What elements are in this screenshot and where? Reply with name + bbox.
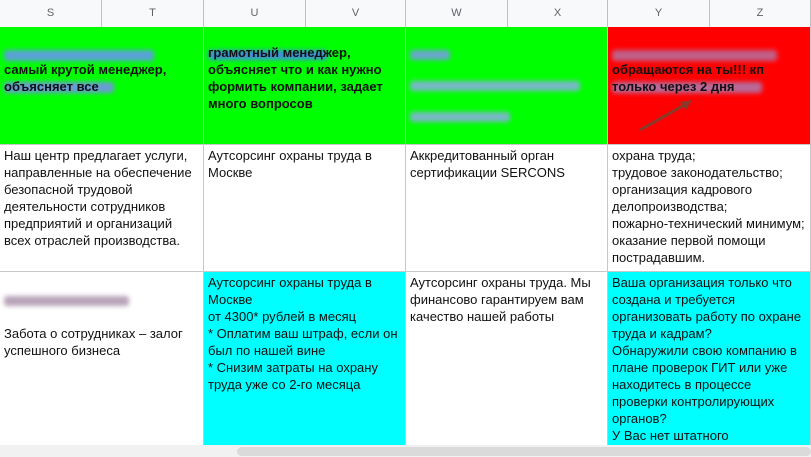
scrollbar-thumb[interactable] <box>237 447 811 456</box>
column-header-w[interactable]: W <box>406 0 508 27</box>
column-header-v[interactable]: V <box>306 0 406 27</box>
column-header-z[interactable]: Z <box>710 0 811 27</box>
cell-row1-s[interactable] <box>0 27 204 145</box>
cell-row3-u[interactable]: Аутсорсинг охраны труда в Москве от 4300* рублей в месяц * Оплатим ваш штраф, если он был по нашей вине * Снизим затраты на охрану труда уже со 2-го месяца <box>204 272 406 457</box>
cell-text: самый крутой менеджер, объясняет все <box>4 62 167 94</box>
column-header-s[interactable]: S <box>0 0 102 27</box>
cell-row1-w[interactable] <box>406 27 608 145</box>
column-header-u[interactable]: U <box>204 0 306 27</box>
arrow-icon <box>636 96 696 136</box>
column-header-x[interactable]: X <box>508 0 608 27</box>
redacted-text <box>410 50 450 60</box>
cell-row3-w[interactable]: Аутсорсинг охраны труда. Мы финансово гарантируем вам качество нашей работы <box>406 272 608 457</box>
redacted-text <box>4 296 129 306</box>
cell-row2-s[interactable]: Наш центр предлагает услуги, направленные на обеспечение безопасной трудовой деятельности сотрудников предприятий и организаций всех отраслей производства. <box>0 145 204 272</box>
redacted-text <box>612 50 777 61</box>
cell-row1-u[interactable] <box>204 27 406 145</box>
cell-text: Забота о сотрудниках – залог успешного бизнеса <box>4 326 183 358</box>
cell-row3-s[interactable] <box>0 272 204 457</box>
redacted-text <box>410 112 510 122</box>
cell-text: грамотный менеджер, объясняет что и как нужно формить компании, задает много вопросов <box>208 45 383 111</box>
redacted-text <box>410 81 580 91</box>
cell-row3-y[interactable]: Ваша организация только что создана и требуется организовать работу по охране труда и кадрам? Обнаружили свою компанию в плане проверок ГИТ или уже находитесь в процессе проверки контролирующих органов? У Вас нет штатного <box>608 272 811 457</box>
redacted-text <box>4 50 154 61</box>
cell-row2-y[interactable]: охрана труда; трудовое законодательство; организация кадрового делопроизводства; пожарно-технический минимум; оказание первой помощи пострадавшим. <box>608 145 811 272</box>
column-header-bar <box>0 0 811 28</box>
cell-row2-u[interactable]: Аутсорсинг охраны труда в Москве <box>204 145 406 272</box>
column-header-t[interactable]: T <box>102 0 204 27</box>
column-header-y[interactable]: Y <box>608 0 710 27</box>
cell-text: обращаются на ты!!! кп только через 2 дня <box>612 62 765 94</box>
cell-row2-w[interactable]: Аккредитованный орган сертификации SERCONS <box>406 145 608 272</box>
